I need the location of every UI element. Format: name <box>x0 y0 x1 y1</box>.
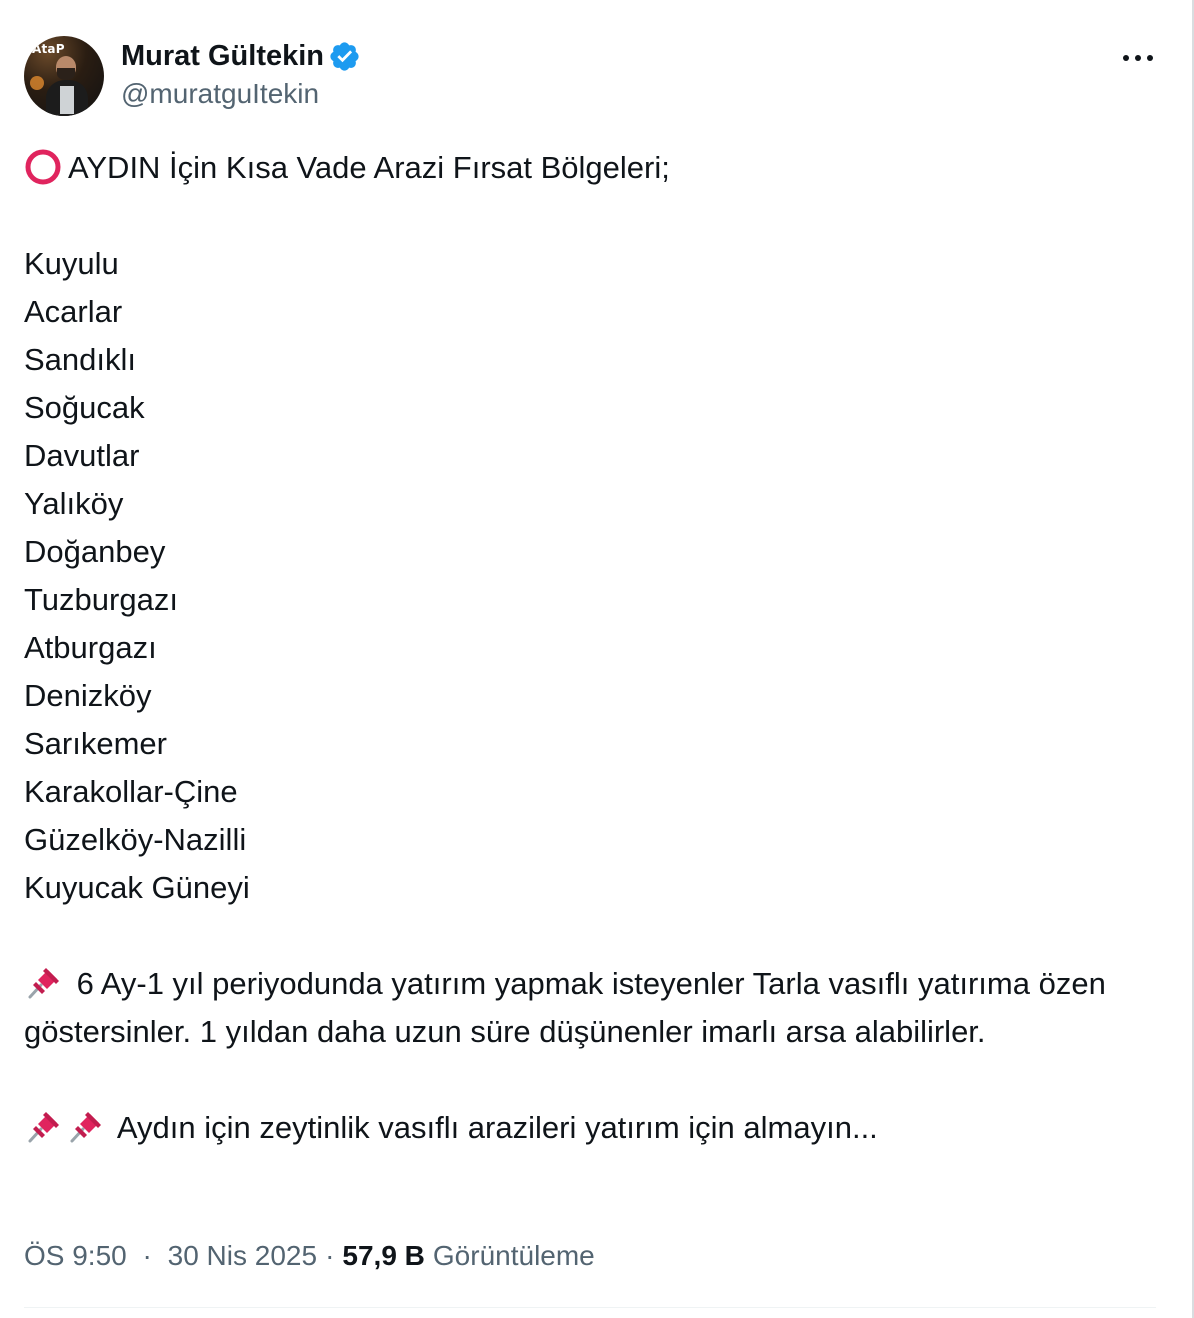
avatar[interactable] <box>24 36 104 116</box>
place-item: Atburgazı <box>24 630 157 665</box>
meta-separator: · <box>142 1240 152 1271</box>
spacer <box>24 192 1156 240</box>
place-item: Tuzburgazı <box>24 582 178 617</box>
spacer <box>24 912 1156 960</box>
place-item: Kuyucak Güneyi <box>24 870 250 905</box>
more-options-button[interactable] <box>1120 44 1156 72</box>
place-item: Soğucak <box>24 390 145 425</box>
pushpin-icon <box>24 964 62 1002</box>
place-item: Güzelköy-Nazilli <box>24 822 247 857</box>
divider <box>24 1307 1156 1308</box>
tweet-header <box>24 0 1156 130</box>
place-item: Sarıkemer <box>24 726 167 761</box>
place-item: Davutlar <box>24 438 140 473</box>
note-text-1: 6 Ay-1 yıl periyodunda yatırım yapmak isteyenler Tarla vasıflı yatırıma özen göstersinler. 1 yıldan daha uzun süre düşünenler imarlı arsa alabilirler. <box>24 966 1106 1049</box>
pushpin-icon <box>66 1108 104 1146</box>
avatar-person-shirt <box>60 86 74 114</box>
red-hollow-circle-icon <box>24 148 62 186</box>
spacer <box>24 1056 1156 1104</box>
intro-text: AYDIN İçin Kısa Vade Arazi Fırsat Bölgeleri; <box>68 150 670 185</box>
avatar-background-light <box>30 76 44 90</box>
more-horizontal-icon <box>1122 54 1154 62</box>
intro-line <box>24 144 1156 192</box>
place-item: Acarlar <box>24 294 123 329</box>
avatar-sign-text: AtaP <box>32 42 65 56</box>
tweet-card <box>24 0 1156 1271</box>
note-paragraph-2 <box>24 1104 1156 1152</box>
place-item: Kuyulu <box>24 246 119 281</box>
place-item: Yalıköy <box>24 486 124 521</box>
place-item: Doğanbey <box>24 534 166 569</box>
place-item: Sandıklı <box>24 342 137 377</box>
place-item: Denizköy <box>24 678 152 713</box>
note-text-2: Aydın için zeytinlik vasıflı arazileri yatırım için almayın... <box>110 1110 878 1145</box>
tweet-date: 30 Nis 2025 <box>167 1240 318 1271</box>
author-name-row <box>121 38 361 74</box>
note-paragraph-1 <box>24 960 1156 1056</box>
views-label: Görüntüleme <box>432 1240 595 1271</box>
tweet-meta <box>24 1236 595 1276</box>
tweet-time: ÖS 9:50 <box>24 1240 127 1271</box>
avatar-person-beard <box>57 68 75 80</box>
tweet-text <box>24 144 1156 1152</box>
meta-separator: · <box>325 1240 335 1271</box>
verified-badge-icon[interactable] <box>328 40 361 73</box>
views-count[interactable]: 57,9 B <box>342 1240 425 1271</box>
pushpin-icon <box>24 1108 62 1146</box>
place-item: Karakollar-Çine <box>24 774 238 809</box>
author-handle[interactable]: @muratguItekin <box>121 78 320 109</box>
author-display-name[interactable]: Murat Gültekin <box>121 39 325 72</box>
tweet-time-link[interactable] <box>24 1240 317 1272</box>
